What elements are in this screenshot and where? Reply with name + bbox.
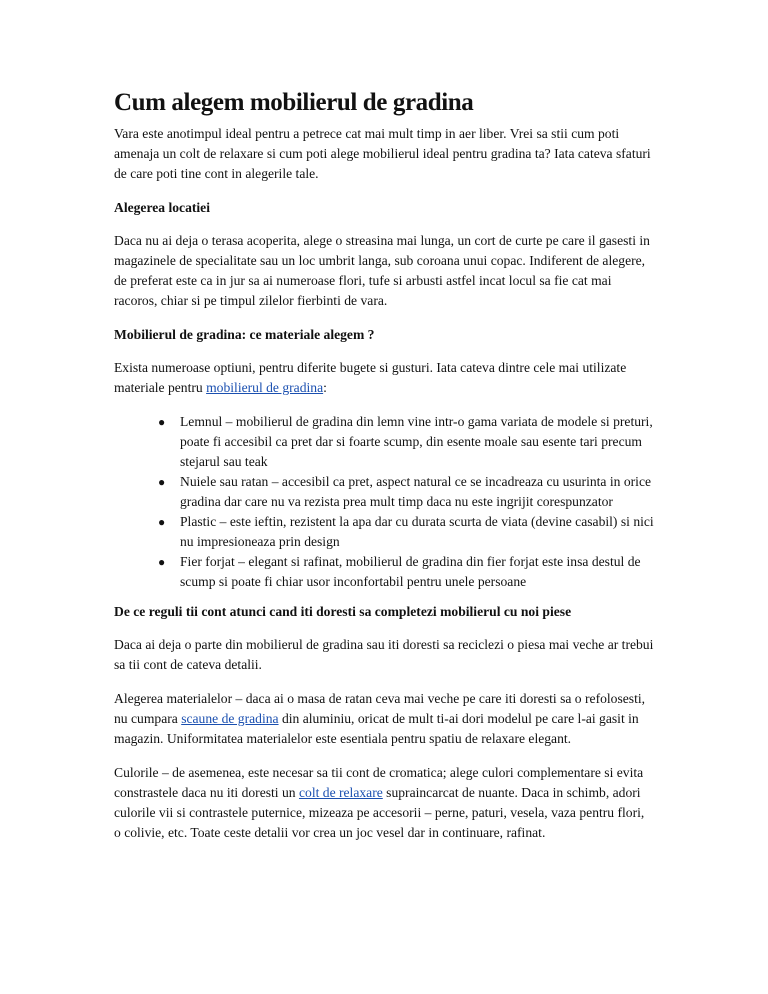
intro-paragraph: Vara este anotimpul ideal pentru a petrece cat mai mult timp in aer liber. Vrei sa stii cum poti amenaja un colt de relaxare si cum poti alege mobilierul ideal pentru gradina ta? Iata cateva sfaturi de care poti tine cont in alegerile tale. bbox=[114, 126, 651, 181]
rules-p2-text-after: din aluminiu, oricat de mult ti-ai dori modelul pe care l-ai gasit in magazin. Uniformitatea materialelor este esentiala pentru spatiu de relaxare elegant. bbox=[114, 711, 639, 746]
section-heading-materials: Mobilierul de gradina: ce materiale alegem ? bbox=[114, 327, 375, 342]
list-item-text: Nuiele sau ratan – accesibil ca pret, aspect natural ce se incadreaza cu usurinta in orice gradina dar care nu va rezista prea mult timp daca nu este ingrijit corespunzator bbox=[180, 474, 652, 509]
list-item bbox=[158, 512, 654, 552]
list-item bbox=[158, 552, 654, 592]
document-title: Cum alegem mobilierul de gradina bbox=[114, 89, 474, 116]
list-item bbox=[158, 472, 654, 512]
rules-paragraph-3 bbox=[114, 763, 654, 843]
rules-p3-text-before: Culorile – de asemenea, este necesar sa tii cont de cromatica; alege culori complementare si evita constrastele daca nu iti doresti un bbox=[114, 765, 644, 800]
section-heading-location: Alegerea locatiei bbox=[114, 200, 210, 215]
document-page bbox=[114, 88, 654, 857]
materials-intro-colon: : bbox=[323, 380, 327, 395]
scaune-gradina-link[interactable]: scaune de gradina bbox=[181, 711, 279, 726]
list-item-text: Plastic – este ieftin, rezistent la apa dar cu durata scurta de viata (devine casabil) si nici nu impresioneaza prin design bbox=[180, 514, 654, 549]
bullet-icon: ● bbox=[158, 415, 166, 429]
mobilier-gradina-link[interactable]: mobilierul de gradina bbox=[206, 380, 324, 395]
list-item-text: Lemnul – mobilierul de gradina din lemn vine intr-o gama variata de modele si preturi, poate fi accesibil ca pret dar si foarte scump, din esente moale sau esente tari precum stejarul sau teak bbox=[180, 414, 653, 469]
bullet-icon: ● bbox=[158, 475, 166, 489]
list-item bbox=[158, 412, 654, 472]
rules-paragraph-2 bbox=[114, 689, 654, 749]
section-heading-rules: De ce reguli tii cont atunci cand iti doresti sa completezi mobilierul cu noi piese bbox=[114, 604, 572, 619]
materials-intro-paragraph bbox=[114, 358, 654, 398]
bullet-icon: ● bbox=[158, 515, 166, 529]
materials-intro-text: Exista numeroase optiuni, pentru diferite bugete si gusturi. Iata cateva dintre cele mai utilizate materiale pentru bbox=[114, 360, 627, 395]
bullet-icon: ● bbox=[158, 555, 166, 569]
location-paragraph: Daca nu ai deja o terasa acoperita, alege o streasina mai lunga, un cort de curte pe care il gasesti in magazinele de specialitate sau un loc umbrit langa, sub coroana unui copac. Indiferent de alegere, de preferat este ca in jur sa ai numeroase flori, tufe si arbusti astfel incat locul sa fie cat mai racoros, chiar si pe timpul zilelor fierbinti de vara. bbox=[114, 233, 650, 308]
colt-relaxare-link[interactable]: colt de relaxare bbox=[298, 785, 383, 800]
materials-list bbox=[114, 412, 654, 592]
rules-p3-text-after: supraincarcat de nuante. Daca in schimb, adori culorile vii si contrastele puternice, mizeaza pe accesorii – perne, paturi, vesela, vaza pentru flori, o colivie, etc. Toate ceste detalii vor crea un joc vesel dar in continuare, rafinat. bbox=[114, 785, 645, 840]
list-item-text: Fier forjat – elegant si rafinat, mobilierul de gradina din fier forjat este insa destul de scump si poate fi chiar usor inconfortabil pentru unele persoane bbox=[180, 554, 641, 589]
rules-p2-text-before: Alegerea materialelor – daca ai o masa de ratan ceva mai veche pe care iti doresti sa o refolosesti, nu cumpara bbox=[114, 691, 646, 726]
rules-paragraph-1: Daca ai deja o parte din mobilierul de gradina sau iti doresti sa reciclezi o piesa mai veche ar trebui sa tii cont de cateva detalii. bbox=[114, 637, 654, 672]
